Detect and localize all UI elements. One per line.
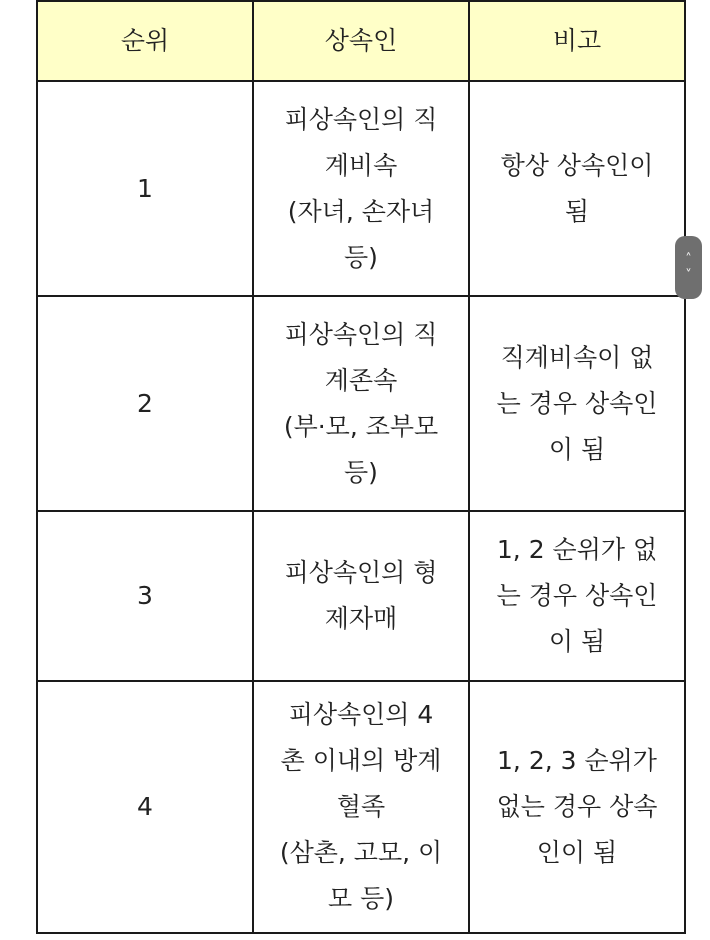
heir-cell	[253, 511, 469, 681]
heir-value: 피상속인의 형 제자매	[284, 558, 438, 633]
heir-cell	[253, 681, 469, 933]
note-value: 항상 상속인이 됨	[500, 150, 654, 226]
rank-value: 3	[137, 581, 153, 610]
note-value: 직계비속이 없 는 경우 상속인 이 됨	[496, 342, 658, 464]
table-row	[37, 681, 685, 933]
note-cell	[469, 681, 685, 933]
table-header-row	[37, 1, 685, 81]
chevron-down-icon: ˅	[685, 267, 692, 283]
rank-cell	[37, 511, 253, 681]
heir-value: 피상속인의 4 촌 이내의 방계 혈족 (삼촌, 고모, 이 모 등)	[279, 700, 443, 913]
header-rank: 순위	[37, 1, 253, 81]
heir-cell	[253, 296, 469, 511]
note-cell	[469, 81, 685, 296]
table-row	[37, 511, 685, 681]
heir-value: 피상속인의 직 계존속 (부·모, 조부모 등)	[283, 319, 439, 487]
note-cell	[469, 511, 685, 681]
header-heir: 상속인	[253, 1, 469, 81]
note-value: 1, 2, 3 순위가 없는 경우 상속 인이 됨	[496, 746, 658, 867]
rank-cell	[37, 81, 253, 296]
rank-value: 1	[137, 173, 153, 203]
chevron-up-icon: ˄	[685, 251, 692, 267]
inheritance-order-table-container	[36, 0, 686, 934]
rank-cell	[37, 296, 253, 511]
table-row	[37, 81, 685, 296]
rank-value: 4	[137, 792, 153, 821]
header-note: 비고	[469, 1, 685, 81]
note-value: 1, 2 순위가 없 는 경우 상속인 이 됨	[496, 535, 658, 656]
rank-cell	[37, 681, 253, 933]
rank-value: 2	[137, 388, 153, 418]
heir-cell	[253, 81, 469, 296]
fast-scroll-handle[interactable]	[675, 236, 702, 299]
table-row	[37, 296, 685, 511]
inheritance-order-table	[36, 0, 686, 934]
heir-value: 피상속인의 직 계비속 (자녀, 손자녀 등)	[284, 104, 438, 272]
note-cell	[469, 296, 685, 511]
